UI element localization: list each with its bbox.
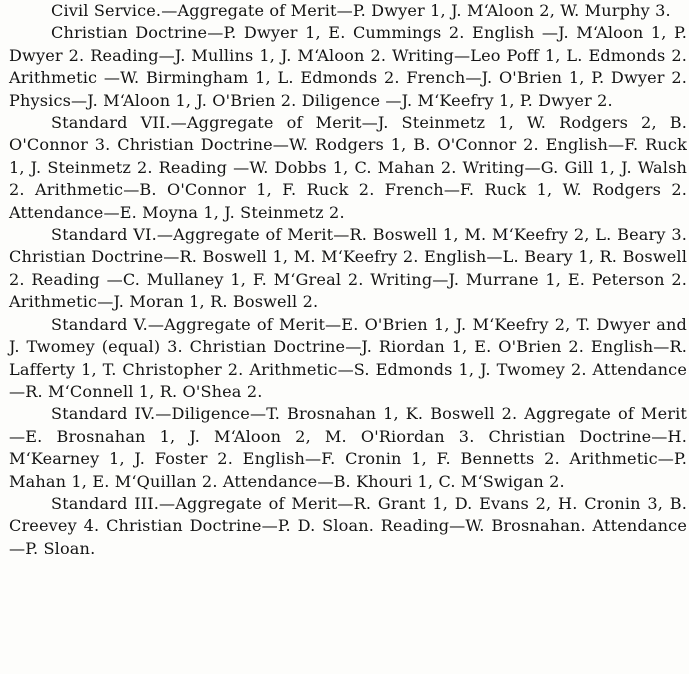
paragraph-standard-vii: Standard VII.—Aggregate of Merit—J. Steinmetz 1, W. Rodgers 2, B. O'Connor 3. Christian Doctrine—W. Rodgers 1, B. O'Connor 2. English—F. Ruck 1, J. Steinmetz 2. Reading —W. Dobbs 1, C. Mahan 2. Writing—G. Gill 1, J. Walsh 2. Arithmetic—B. O'Connor 1, F. Ruck 2. French—F. Ruck 1, W. Rodgers 2. Attendance—E. Moyna 1, J. Steinmetz 2.: [9, 113, 687, 222]
paragraph-standard-iii: Standard III.—Aggregate of Merit—R. Grant 1, D. Evans 2, H. Cronin 3, B. Creevey 4. Christian Doctrine—P. D. Sloan. Reading—W. Brosnahan. Attendance—P. Sloan.: [9, 493, 687, 558]
paragraph-civil-service: Civil Service.—Aggregate of Merit—P. Dwyer 1, J. M‘Aloon 2, W. Murphy 3.: [51, 1, 671, 20]
paragraph-standard-v: Standard V.—Aggregate of Merit—E. O'Brien 1, J. M‘Keefry 2, T. Dwyer and J. Twomey (equal) 3. Christian Doctrine—J. Riordan 1, E. O'Brien 2. English—R. Lafferty 1, T. Christopher 2. Arithmetic—S. Edmonds 1, J. Twomey 2. Attendance—R. M‘Connell 1, R. O'Shea 2.: [9, 314, 687, 401]
article-column: [9, 0, 687, 560]
paragraph-standard-vi: Standard VI.—Aggregate of Merit—R. Boswell 1, M. M‘Keefry 2, L. Beary 3. Christian Doctrine—R. Boswell 1, M. M‘Keefry 2. English—L. Beary 1, R. Boswell 2. Reading —C. Mullaney 1, F. M‘Greal 2. Writing—J. Murrane 1, E. Peterson 2. Arithmetic—J. Moran 1, R. Boswell 2.: [9, 225, 687, 312]
paragraph-standard-iv: Standard IV.—Diligence—T. Brosnahan 1, K. Boswell 2. Aggregate of Merit—E. Brosnahan 1, J. M‘Aloon 2, M. O'Riordan 3. Christian Doctrine—H. M‘Kearney 1, J. Foster 2. English—F. Cronin 1, F. Bennetts 2. Arithmetic—P. Mahan 1, E. M‘Quillan 2. Attendance—B. Khouri 1, C. M‘Swigan 2.: [9, 404, 687, 491]
paragraph-civil-service-subjects: Christian Doctrine—P. Dwyer 1, E. Cummings 2. English —J. M‘Aloon 1, P. Dwyer 2. Reading—J. Mullins 1, J. M‘Aloon 2. Writing—Leo Poff 1, L. Edmonds 2. Arithmetic —W. Birmingham 1, L. Edmonds 2. French—J. O'Brien 1, P. Dwyer 2. Physics—J. M‘Aloon 1, J. O'Brien 2. Diligence —J. M‘Keefry 1, P. Dwyer 2.: [9, 23, 687, 110]
